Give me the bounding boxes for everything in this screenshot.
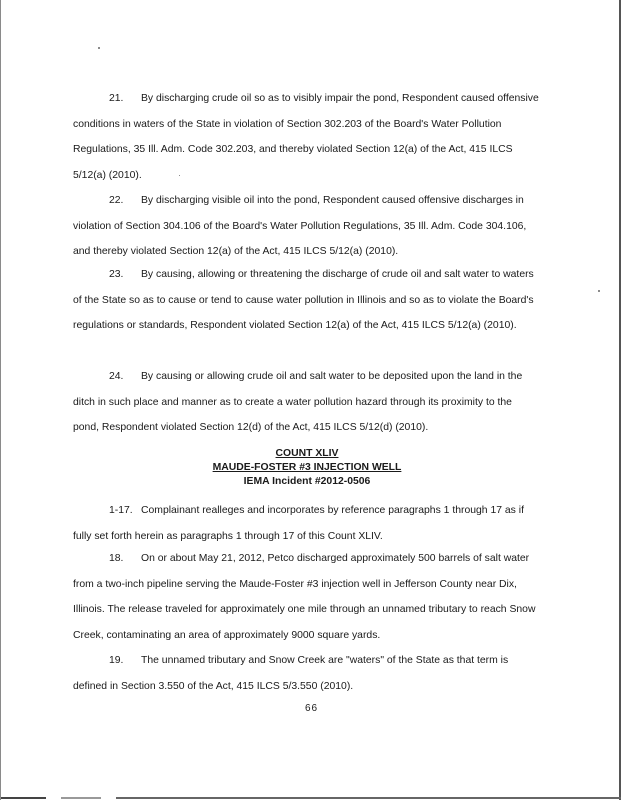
paragraph-number: 23.: [109, 269, 124, 280]
incident-title: IEMA Incident #2012-0506: [243, 476, 371, 487]
paragraph-number: 24.: [109, 371, 124, 382]
paragraph-19: [73, 648, 539, 699]
scan-speck: [598, 290, 600, 292]
paragraph-number: 21.: [109, 93, 124, 104]
paragraph-number: 22.: [109, 195, 124, 206]
paragraph-18: [73, 546, 539, 648]
paragraph-number: 19.: [109, 655, 124, 666]
paragraph-text: The unnamed tributary and Snow Creek are "waters" of the State as that term is defined in Section 3.550 of the Act, 415 ILCS 5/3.550 (2010).: [73, 655, 509, 692]
paragraph-number: 1-17.: [109, 505, 133, 516]
paragraph-text: Complainant realleges and incorporates by reference paragraphs 1 through 17 as if fully set forth herein as paragraphs 1 through 17 of this Count XLIV.: [73, 505, 524, 542]
paragraph-1-17: [73, 498, 539, 549]
scan-bottom-edge: [1, 797, 621, 799]
count-title: COUNT XLIV: [275, 448, 339, 459]
paragraph-24: [73, 364, 539, 441]
paragraph-22: [73, 188, 539, 265]
paragraph-23: [73, 262, 539, 339]
paragraph-21: [73, 86, 539, 188]
paragraph-text: On or about May 21, 2012, Petco discharged approximately 500 barrels of salt water from a two-inch pipeline serving the Maude-Foster #3 injection well in Jefferson County near Dix, Illinois. The release traveled for approximately one mile through an unnamed tributary to reach Snow Creek, contaminating an area of approximately 9000 square yards.: [73, 553, 536, 641]
scan-speck: [98, 47, 100, 49]
paragraph-text: By causing, allowing or threatening the discharge of crude oil and salt water to waters of the State so as to cause or tend to cause water pollution in Illinois and so as to violate the Board's regulations or standards, Respondent violated Section 12(a) of the Act, 415 ILCS 5/12(a) (2010).: [73, 269, 534, 332]
page-number: 66: [304, 703, 319, 714]
paragraph-text: By discharging crude oil so as to visibly impair the pond, Respondent caused offensive conditions in waters of the State in violation of Section 302.203 of the Board's Water Pollution Regulations, 35 Ill. Adm. Code 302.203, and thereby violated Section 12(a) of the Act, 415 ILCS 5/12(a) (2010).: [73, 93, 539, 181]
paragraph-number: 18.: [109, 553, 124, 564]
count-heading: [73, 447, 541, 489]
paragraph-text: By discharging visible oil into the pond, Respondent caused offensive discharges in violation of Section 304.106 of the Board's Water Pollution Regulations, 35 Ill. Adm. Code 304.106, and thereby violated Section 12(a) of the Act, 415 ILCS 5/12(a) (2010).: [73, 195, 527, 258]
paragraph-text: By causing or allowing crude oil and salt water to be deposited upon the land in the ditch in such place and manner as to create a water pollution hazard through its proximity to the pond, Respondent violated Section 12(d) of the Act, 415 ILCS 5/12(d) (2010).: [73, 371, 523, 434]
well-title: MAUDE-FOSTER #3 INJECTION WELL: [212, 462, 402, 473]
